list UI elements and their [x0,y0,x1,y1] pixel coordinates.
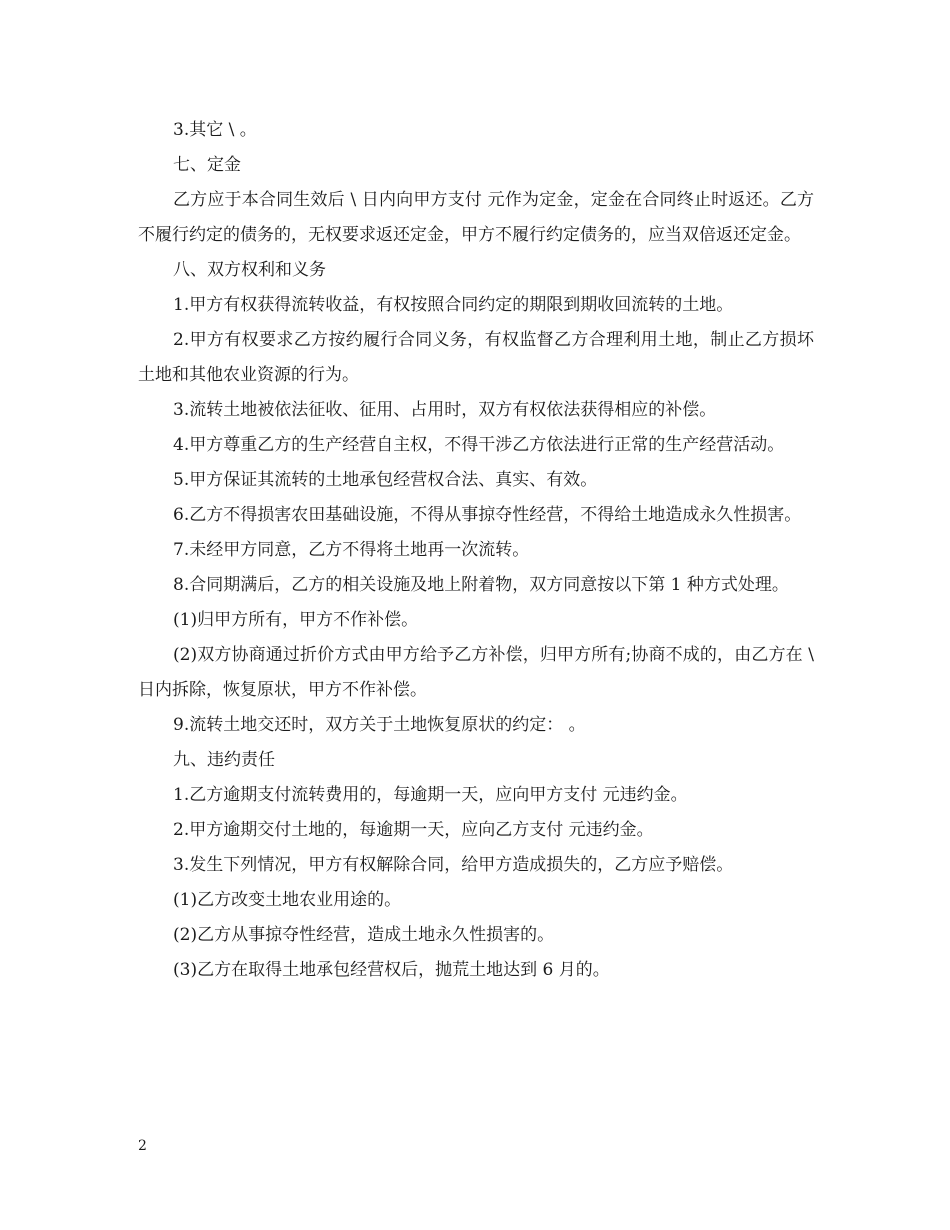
page-number: 2 [138,1138,147,1154]
contract-body [138,113,814,988]
rights-item-3: 3.流转土地被依法征收、征用、占用时，双方有权依法获得相应的补偿。 [173,400,717,420]
rights-item-8: 8.合同期满后，乙方的相关设施及地上附着物，双方同意按以下第 1 种方式处理。 [173,575,789,595]
liability-item-3-case-1: (1)乙方改变土地农业用途的。 [173,890,402,910]
rights-item-7: 7.未经甲方同意，乙方不得将土地再一次流转。 [173,540,530,560]
rights-item-5: 5.甲方保证其流转的土地承包经营权合法、真实、有效。 [173,470,598,490]
liability-item-3-case-2: (2)乙方从事掠夺性经营，造成土地永久性损害的。 [173,925,555,945]
clause-other: 3.其它 \ 。 [173,120,257,140]
rights-item-9: 9.流转土地交还时，双方关于土地恢复原状的约定： 。 [173,715,586,735]
rights-item-8-option-1: (1)归甲方所有，甲方不作补偿。 [173,610,419,630]
liability-item-3: 3.发生下列情况，甲方有权解除合同，给甲方造成损失的，乙方应予赔偿。 [173,855,734,875]
rights-item-2: 2.甲方有权要求乙方按约履行合同义务，有权监督乙方合理利用土地，制止乙方损坏土地和其他农业资源的行为。 [138,330,814,385]
rights-item-8-option-2: (2)双方协商通过折价方式由甲方给予乙方补偿，归甲方所有;协商不成的，由乙方在 \ 日内拆除，恢复原状，甲方不作补偿。 [138,645,814,700]
section-heading-rights-obligations: 八、双方权利和义务 [173,260,326,280]
liability-item-3-case-3: (3)乙方在取得土地承包经营权后，抛荒土地达到 6 月的。 [173,960,610,980]
rights-item-6: 6.乙方不得损害农田基础设施，不得从事掠夺性经营，不得给土地造成永久性损害。 [173,505,802,525]
rights-item-1: 1.甲方有权获得流转收益，有权按照合同约定的期限到期收回流转的土地。 [173,295,734,315]
liability-item-2: 2.甲方逾期交付土地的，每逾期一天，应向乙方支付 元违约金。 [173,820,654,840]
section-heading-liability: 九、违约责任 [173,750,275,770]
section-heading-deposit: 七、定金 [173,155,241,175]
deposit-paragraph: 乙方应于本合同生效后 \ 日内向甲方支付 元作为定金，定金在合同终止时返还。乙方不履行约定的债务的，无权要求返还定金，甲方不履行约定债务的，应当双倍返还定金。 [138,190,814,245]
rights-item-4: 4.甲方尊重乙方的生产经营自主权，不得干涉乙方依法进行正常的生产经营活动。 [173,435,785,455]
liability-item-1: 1.乙方逾期支付流转费用的，每逾期一天，应向甲方支付 元违约金。 [173,785,688,805]
